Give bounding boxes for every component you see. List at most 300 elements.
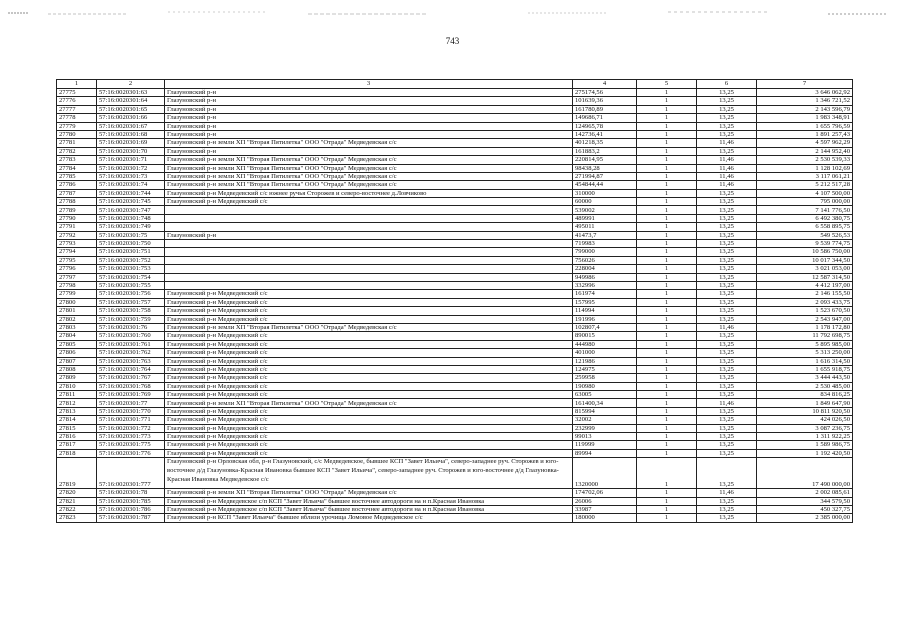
location-description	[165, 265, 573, 273]
coefficient-value: 13,25	[697, 505, 757, 513]
coefficient-value: 11,46	[697, 172, 757, 180]
location-description: Глазуновский р-н Медведевский с/с	[165, 365, 573, 373]
row-number: 27797	[57, 273, 97, 281]
cost-value: 1 891 257,43	[757, 130, 853, 138]
quantity-value: 1	[637, 332, 697, 340]
area-value: 174702,06	[573, 489, 637, 497]
location-description: Глазуновский р-н Медведевский с/с южнее ручья Сторожев и северо-восточнее д.Ловчиково	[165, 189, 573, 197]
coefficient-value: 11,46	[697, 489, 757, 497]
location-description	[165, 206, 573, 214]
cadastral-number: 57:16:0020301:78	[97, 489, 165, 497]
table-row	[57, 206, 853, 214]
quantity-value: 1	[637, 349, 697, 357]
table-row	[57, 89, 853, 97]
cadastral-number: 57:16:0020301:787	[97, 514, 165, 522]
row-number: 27796	[57, 265, 97, 273]
coefficient-value: 13,25	[697, 290, 757, 298]
table-row	[57, 122, 853, 130]
coefficient-value: 13,25	[697, 256, 757, 264]
table-row	[57, 130, 853, 138]
coefficient-value: 13,25	[697, 433, 757, 441]
location-description: Глазуновский р-н	[165, 97, 573, 105]
table-row	[57, 256, 853, 264]
table-row	[57, 147, 853, 155]
location-description: Глазуновский р-н земли ХП "Вторая Пятилетка" ООО "Отрада" Медведевская с/с	[165, 156, 573, 164]
quantity-value: 1	[637, 172, 697, 180]
table-row	[57, 248, 853, 256]
cost-value: 424 026,50	[757, 416, 853, 424]
cadastral-number: 57:16:0020301:72	[97, 164, 165, 172]
area-value: 32002	[573, 416, 637, 424]
table-row	[57, 323, 853, 331]
cadastral-number: 57:16:0020301:71	[97, 156, 165, 164]
row-number: 27816	[57, 433, 97, 441]
cadastral-number: 57:16:0020301:763	[97, 357, 165, 365]
quantity-value: 1	[637, 223, 697, 231]
area-value: 220814,95	[573, 156, 637, 164]
row-number: 27775	[57, 89, 97, 97]
cadastral-number: 57:16:0020301:777	[97, 458, 165, 489]
area-value: 161883,2	[573, 147, 637, 155]
col-header: 6	[697, 80, 757, 89]
table-row	[57, 416, 853, 424]
location-description: Глазуновский р-н земли ХП "Вторая Пятилетка" ООО "Отрада" Медведевская с/с	[165, 399, 573, 407]
cadastral-number: 57:16:0020301:67	[97, 122, 165, 130]
table-row	[57, 315, 853, 323]
quantity-value: 1	[637, 89, 697, 97]
location-description: Глазуновский р-н Медведевский с/с	[165, 307, 573, 315]
table-row	[57, 290, 853, 298]
table-row	[57, 105, 853, 113]
cost-value: 3 117 061,21	[757, 172, 853, 180]
cadastral-number: 57:16:0020301:66	[97, 114, 165, 122]
cadastral-number: 57:16:0020301:749	[97, 223, 165, 231]
cadastral-number: 57:16:0020301:68	[97, 130, 165, 138]
area-value: 26006	[573, 497, 637, 505]
quantity-value: 1	[637, 164, 697, 172]
quantity-value: 1	[637, 265, 697, 273]
quantity-value: 1	[637, 441, 697, 449]
quantity-value: 1	[637, 514, 697, 522]
row-number: 27807	[57, 357, 97, 365]
cost-value: 450 327,75	[757, 505, 853, 513]
table-row	[57, 307, 853, 315]
location-description: Глазуновский р-н	[165, 147, 573, 155]
row-number: 27788	[57, 198, 97, 206]
cost-value: 4 107 500,00	[757, 189, 853, 197]
coefficient-value: 13,25	[697, 214, 757, 222]
row-number: 27801	[57, 307, 97, 315]
table-row	[57, 265, 853, 273]
cadastral-number: 57:16:0020301:764	[97, 365, 165, 373]
cost-value: 3 087 236,75	[757, 424, 853, 432]
coefficient-value: 13,25	[697, 240, 757, 248]
coefficient-value: 13,25	[697, 198, 757, 206]
location-description: Глазуновский р-н Орловская обл, р-н Глазуновский, с/с Медведевское, бывшее КСП "Завет Ильича", северо-западнее руч. Сторожев и юго-восточнее д/д Глазуновка-Красная Ивановка бывшее КСП "Завет Ильича", северо-западнее руч. Сторожев и юго-восточнее д/д Глазуновка-Красная Ивановка Медведевское с/с	[165, 458, 573, 489]
cost-value: 1 523 670,50	[757, 307, 853, 315]
location-description: Глазуновский р-н Медведевский с/с	[165, 332, 573, 340]
coefficient-value: 13,25	[697, 114, 757, 122]
cost-value: 2 543 947,00	[757, 315, 853, 323]
table-row	[57, 164, 853, 172]
table-row	[57, 391, 853, 399]
cost-value: 1 849 647,90	[757, 399, 853, 407]
table-row	[57, 382, 853, 390]
location-description: Глазуновский р-н	[165, 105, 573, 113]
area-value: 89994	[573, 449, 637, 457]
row-number: 27790	[57, 214, 97, 222]
coefficient-value: 13,25	[697, 357, 757, 365]
location-description: Глазуновский р-н Медведевский с/с	[165, 416, 573, 424]
table-row	[57, 214, 853, 222]
cadastral-number: 57:16:0020301:75	[97, 231, 165, 239]
location-description: Глазуновский р-н Медведевский с/с	[165, 290, 573, 298]
cadastral-number: 57:16:0020301:750	[97, 240, 165, 248]
cost-value: 2 530 539,33	[757, 156, 853, 164]
area-value: 756026	[573, 256, 637, 264]
area-value: 41473,7	[573, 231, 637, 239]
location-description: Глазуновский р-н земли ХП "Вторая Пятилетка" ООО "Отрада" Медведевская с/с	[165, 172, 573, 180]
row-number: 27810	[57, 382, 97, 390]
cost-value: 2 385 000,00	[757, 514, 853, 522]
table-row	[57, 407, 853, 415]
row-number: 27822	[57, 505, 97, 513]
location-description: Глазуновский р-н КСП "Завет Ильича" бывшее вблизи урочища Ломовое Медведевское с/с	[165, 514, 573, 522]
location-description: Глазуновский р-н Медведевский с/с	[165, 374, 573, 382]
quantity-value: 1	[637, 139, 697, 147]
coefficient-value: 13,25	[697, 340, 757, 348]
row-number: 27804	[57, 332, 97, 340]
cost-value: 2 144 952,40	[757, 147, 853, 155]
quantity-value: 1	[637, 231, 697, 239]
coefficient-value: 13,25	[697, 315, 757, 323]
quantity-value: 1	[637, 365, 697, 373]
area-value: 190980	[573, 382, 637, 390]
quantity-value: 1	[637, 323, 697, 331]
location-description: Глазуновский р-н Медведевский с/с	[165, 449, 573, 457]
cost-value: 17 490 000,00	[757, 458, 853, 489]
cost-value: 1 178 172,80	[757, 323, 853, 331]
cost-value: 2 093 433,75	[757, 298, 853, 306]
table-row	[57, 240, 853, 248]
coefficient-value: 13,25	[697, 281, 757, 289]
cost-value: 1 589 986,75	[757, 441, 853, 449]
location-description: Глазуновский р-н Медведевский с/с	[165, 391, 573, 399]
cadastral-number: 57:16:0020301:758	[97, 307, 165, 315]
coefficient-value: 11,46	[697, 323, 757, 331]
quantity-value: 1	[637, 449, 697, 457]
land-registry-table	[56, 79, 853, 523]
area-value: 114994	[573, 307, 637, 315]
location-description: Глазуновский р-н Медведевский с/с	[165, 349, 573, 357]
col-header: 4	[573, 80, 637, 89]
row-number: 27787	[57, 189, 97, 197]
cost-value: 1 192 420,50	[757, 449, 853, 457]
cost-value: 1 616 314,50	[757, 357, 853, 365]
quantity-value: 1	[637, 114, 697, 122]
cadastral-number: 57:16:0020301:762	[97, 349, 165, 357]
area-value: 228004	[573, 265, 637, 273]
cadastral-number: 57:16:0020301:753	[97, 265, 165, 273]
coefficient-value: 13,25	[697, 189, 757, 197]
row-number: 27777	[57, 105, 97, 113]
table-row	[57, 424, 853, 432]
row-number: 27783	[57, 156, 97, 164]
table-row	[57, 281, 853, 289]
table-row	[57, 505, 853, 513]
area-value: 119999	[573, 441, 637, 449]
quantity-value: 1	[637, 307, 697, 315]
coefficient-value: 13,25	[697, 391, 757, 399]
location-description	[165, 248, 573, 256]
cost-value: 1 128 102,69	[757, 164, 853, 172]
quantity-value: 1	[637, 497, 697, 505]
row-number: 27779	[57, 122, 97, 130]
table-row	[57, 449, 853, 457]
area-value: 890015	[573, 332, 637, 340]
quantity-value: 1	[637, 298, 697, 306]
location-description: Глазуновский р-н	[165, 89, 573, 97]
table-row	[57, 181, 853, 189]
area-value: 444980	[573, 340, 637, 348]
location-description	[165, 214, 573, 222]
row-number: 27805	[57, 340, 97, 348]
table-row	[57, 231, 853, 239]
cadastral-number: 57:16:0020301:776	[97, 449, 165, 457]
area-value: 310000	[573, 189, 637, 197]
row-number: 27792	[57, 231, 97, 239]
cost-value: 549 526,53	[757, 231, 853, 239]
table-row	[57, 223, 853, 231]
cadastral-number: 57:16:0020301:76	[97, 323, 165, 331]
area-value: 63005	[573, 391, 637, 399]
cadastral-number: 57:16:0020301:65	[97, 105, 165, 113]
coefficient-value: 13,25	[697, 231, 757, 239]
cost-value: 9 539 774,75	[757, 240, 853, 248]
area-value: 101639,36	[573, 97, 637, 105]
coefficient-value: 13,25	[697, 514, 757, 522]
cost-value: 6 558 895,75	[757, 223, 853, 231]
row-number: 27823	[57, 514, 97, 522]
cost-value: 3 646 062,92	[757, 89, 853, 97]
cadastral-number: 57:16:0020301:769	[97, 391, 165, 399]
cost-value: 1 311 922,25	[757, 433, 853, 441]
table-row	[57, 365, 853, 373]
area-value: 454844,44	[573, 181, 637, 189]
quantity-value: 1	[637, 130, 697, 138]
coefficient-value: 13,25	[697, 416, 757, 424]
cost-value: 2 146 155,50	[757, 290, 853, 298]
cost-value: 5 895 985,00	[757, 340, 853, 348]
quantity-value: 1	[637, 505, 697, 513]
location-description: Глазуновский р-н Медведевский с/с	[165, 198, 573, 206]
location-description: Глазуновский р-н земли ХП "Вторая Пятилетка" ООО "Отрада" Медведевская с/с	[165, 139, 573, 147]
quantity-value: 1	[637, 357, 697, 365]
area-value: 401000	[573, 349, 637, 357]
coefficient-value: 13,25	[697, 424, 757, 432]
area-value: 259958	[573, 374, 637, 382]
cadastral-number: 57:16:0020301:744	[97, 189, 165, 197]
col-header: 7	[757, 80, 853, 89]
coefficient-value: 13,25	[697, 332, 757, 340]
page-number: 743	[445, 36, 460, 46]
quantity-value: 1	[637, 281, 697, 289]
table-header-row	[57, 80, 853, 89]
area-value: 161974	[573, 290, 637, 298]
row-number: 27784	[57, 164, 97, 172]
location-description: Глазуновский р-н земли ХП "Вторая Пятилетка" ООО "Отрада" Медведевская с/с	[165, 323, 573, 331]
quantity-value: 1	[637, 391, 697, 399]
location-description	[165, 223, 573, 231]
location-description	[165, 273, 573, 281]
quantity-value: 1	[637, 374, 697, 382]
quantity-value: 1	[637, 256, 697, 264]
table-row	[57, 489, 853, 497]
area-value: 271994,87	[573, 172, 637, 180]
row-number: 27789	[57, 206, 97, 214]
area-value: 157995	[573, 298, 637, 306]
row-number: 27800	[57, 298, 97, 306]
row-number: 27802	[57, 315, 97, 323]
row-number: 27793	[57, 240, 97, 248]
area-value: 232999	[573, 424, 637, 432]
cadastral-number: 57:16:0020301:772	[97, 424, 165, 432]
cadastral-number: 57:16:0020301:70	[97, 147, 165, 155]
coefficient-value: 11,46	[697, 156, 757, 164]
cadastral-number: 57:16:0020301:785	[97, 497, 165, 505]
row-number: 27821	[57, 497, 97, 505]
cadastral-number: 57:16:0020301:752	[97, 256, 165, 264]
location-description: Глазуновский р-н Медведевский с/с	[165, 298, 573, 306]
coefficient-value: 13,25	[697, 382, 757, 390]
table-row	[57, 374, 853, 382]
quantity-value: 1	[637, 198, 697, 206]
coefficient-value: 13,25	[697, 307, 757, 315]
area-value: 495011	[573, 223, 637, 231]
table-row	[57, 349, 853, 357]
table-row	[57, 433, 853, 441]
row-number: 27795	[57, 256, 97, 264]
quantity-value: 1	[637, 340, 697, 348]
row-number: 27820	[57, 489, 97, 497]
cost-value: 6 492 380,75	[757, 214, 853, 222]
cost-value: 5 313 250,00	[757, 349, 853, 357]
table-row	[57, 172, 853, 180]
coefficient-value: 13,25	[697, 441, 757, 449]
coefficient-value: 11,46	[697, 164, 757, 172]
location-description: Глазуновский р-н Медведевский с/с	[165, 357, 573, 365]
cost-value: 795 000,00	[757, 198, 853, 206]
location-description: Глазуновский р-н земли ХП "Вторая Пятилетка" ООО "Отрада" Медведевская с/с	[165, 164, 573, 172]
quantity-value: 1	[637, 399, 697, 407]
quantity-value: 1	[637, 273, 697, 281]
area-value: 161400,34	[573, 399, 637, 407]
quantity-value: 1	[637, 97, 697, 105]
area-value: 275174,56	[573, 89, 637, 97]
cost-value: 1 655 796,59	[757, 122, 853, 130]
quantity-value: 1	[637, 206, 697, 214]
coefficient-value: 13,25	[697, 89, 757, 97]
quantity-value: 1	[637, 240, 697, 248]
row-number: 27781	[57, 139, 97, 147]
cadastral-number: 57:16:0020301:74	[97, 181, 165, 189]
table-row	[57, 189, 853, 197]
cadastral-number: 57:16:0020301:747	[97, 206, 165, 214]
cost-value: 344 579,50	[757, 497, 853, 505]
scan-header-noise	[8, 8, 888, 22]
coefficient-value: 13,25	[697, 147, 757, 155]
col-header: 1	[57, 80, 97, 89]
coefficient-value: 13,25	[697, 105, 757, 113]
table-row	[57, 139, 853, 147]
row-number: 27786	[57, 181, 97, 189]
row-number: 27778	[57, 114, 97, 122]
cadastral-number: 57:16:0020301:751	[97, 248, 165, 256]
row-number: 27808	[57, 365, 97, 373]
cadastral-number: 57:16:0020301:77	[97, 399, 165, 407]
area-value: 98438,28	[573, 164, 637, 172]
cost-value: 2 143 596,79	[757, 105, 853, 113]
location-description: Глазуновский р-н Медведевский с/с	[165, 433, 573, 441]
location-description	[165, 240, 573, 248]
quantity-value: 1	[637, 458, 697, 489]
location-description: Глазуновский р-н Медведевский с/с	[165, 340, 573, 348]
location-description: Глазуновский р-н	[165, 231, 573, 239]
table-row	[57, 97, 853, 105]
cadastral-number: 57:16:0020301:755	[97, 281, 165, 289]
row-number: 27782	[57, 147, 97, 155]
cost-value: 10 586 750,00	[757, 248, 853, 256]
quantity-value: 1	[637, 407, 697, 415]
quantity-value: 1	[637, 424, 697, 432]
location-description: Глазуновский р-н земли ХП "Вторая Пятилетка" ООО "Отрада" Медведевская с/с	[165, 489, 573, 497]
table-row	[57, 399, 853, 407]
cadastral-number: 57:16:0020301:786	[97, 505, 165, 513]
quantity-value: 1	[637, 416, 697, 424]
area-value: 161780,89	[573, 105, 637, 113]
area-value: 539002	[573, 206, 637, 214]
table-row	[57, 441, 853, 449]
row-number: 27817	[57, 441, 97, 449]
row-number: 27811	[57, 391, 97, 399]
table-row	[57, 198, 853, 206]
coefficient-value: 13,25	[697, 407, 757, 415]
coefficient-value: 13,25	[697, 497, 757, 505]
cost-value: 4 412 197,00	[757, 281, 853, 289]
cost-value: 4 597 962,29	[757, 139, 853, 147]
area-value: 949986	[573, 273, 637, 281]
quantity-value: 1	[637, 290, 697, 298]
coefficient-value: 13,25	[697, 365, 757, 373]
cadastral-number: 57:16:0020301:773	[97, 433, 165, 441]
row-number: 27815	[57, 424, 97, 432]
coefficient-value: 13,25	[697, 449, 757, 457]
area-value: 401218,35	[573, 139, 637, 147]
table-row	[57, 114, 853, 122]
row-number: 27812	[57, 399, 97, 407]
cadastral-number: 57:16:0020301:745	[97, 198, 165, 206]
table-row	[57, 332, 853, 340]
area-value: 124975	[573, 365, 637, 373]
cadastral-number: 57:16:0020301:73	[97, 172, 165, 180]
row-number: 27819	[57, 458, 97, 489]
cost-value: 1 346 721,52	[757, 97, 853, 105]
quantity-value: 1	[637, 489, 697, 497]
quantity-value: 1	[637, 189, 697, 197]
coefficient-value: 13,25	[697, 97, 757, 105]
col-header: 5	[637, 80, 697, 89]
quantity-value: 1	[637, 315, 697, 323]
